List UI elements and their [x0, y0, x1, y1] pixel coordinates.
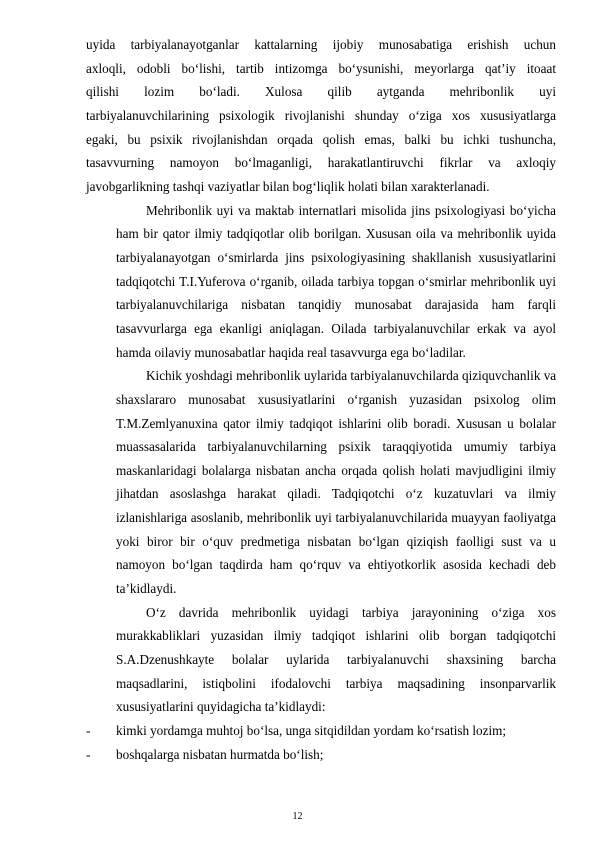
text-line: S.A.Dzenushkayte bolalar uylarida tarbiyalanuvchi shaxsining barcha	[116, 652, 556, 668]
text-line: axloqli, odobli bo‘lishi, tartib intizomga bo‘ysunishi, meyorlarga qat’iy itoaat	[86, 60, 556, 76]
text-line: maskanlaridagi bolalarga nisbatan ancha orqada qolish holati mavjudligini ilmiy	[116, 462, 556, 478]
page-number: 12	[292, 811, 303, 822]
document-page	[86, 33, 556, 766]
list-item-text: boshqalarga nisbatan hurmatda bo‘lish;	[116, 746, 324, 762]
text-line: Mehribonlik uyi va maktab internatlari misolida jins psixologiyasi bo‘yicha	[146, 202, 556, 218]
text-line: tarbiyalanayotgan o‘smirlarda jins psixologiyasining shakllanish xususiyatlarini	[116, 249, 556, 265]
paragraph-3	[86, 364, 556, 601]
text-line: T.M.Zemlyanuxina qator ilmiy tadqiqot ishlarini olib boradi. Xususan u bolalar	[116, 415, 556, 431]
text-line: shaxslararo munosabat xususiyatlarini o‘rganish yuzasidan psixolog olim	[116, 391, 556, 407]
text-line: tasavvurning namoyon bo‘lmaganligi, harakatlantiruvchi fikrlar va axloqiy	[86, 155, 556, 171]
bullet-list	[86, 719, 556, 766]
text-line: qilishi lozim bo‘ladi. Xulosa qilib aytganda mehribonlik uyi	[86, 84, 556, 100]
text-line: ta’kidlaydi.	[116, 581, 177, 597]
text-line: namoyon bo‘lgan taqdirda ham qo‘rquv va ehtiyotkorlik asosida kechadi deb	[116, 557, 556, 573]
text-line: tasavvurlarga ega ekanligi aniqlagan. Oilada tarbiyalanuvchilar erkak va ayol	[116, 320, 556, 336]
text-line: tarbiyalanuvchilariga nisbatan tanqidiy munosabat darajasida ham farqli	[116, 297, 556, 313]
text-line: yoki biror bir o‘quv predmetiga nisbatan bo‘lgan qiziqish faolligi sust va u	[116, 533, 556, 549]
list-item	[86, 743, 556, 767]
text-line: tarbiyalanuvchilarining psixologik rivojlanishi shunday o‘ziga xos xususiyatlarga	[86, 107, 556, 123]
text-line: javobgarlikning tashqi vaziyatlar bilan bog‘liqlik holati bilan xarakterlanadi.	[86, 178, 490, 194]
dash-marker: -	[86, 723, 91, 739]
text-line: tadqiqotchi T.I.Yuferova o‘rganib, oilada tarbiya topgan o‘smirlar mehribonlik uyi	[116, 273, 556, 289]
text-line: egaki, bu psixik rivojlanishdan orqada qolish emas, balki bu ichki tushuncha,	[86, 131, 556, 147]
paragraph-4	[86, 601, 556, 719]
text-line: maqsadlarini, istiqbolini ifodalovchi tarbiya maqsadining insonparvarlik	[116, 675, 556, 691]
text-line: izlanishlariga asoslanib, mehribonlik uyi tarbiyalanuvchilarida muayyan faoliyatga	[116, 510, 556, 526]
text-line: uyida tarbiyalanayotganlar kattalarning ijobiy munosabatiga erishish uchun	[86, 37, 556, 52]
dash-marker: -	[86, 746, 91, 762]
text-line: muassasalarida tarbiyalanuvchilarning psixik taraqqiyotida umumiy tarbiya	[116, 439, 556, 455]
list-item	[86, 719, 556, 743]
text-line: Kichik yoshdagi mehribonlik uylarida tarbiyalanuvchilarda qiziquvchanlik va	[146, 368, 557, 384]
text-line: O‘z davrida mehribonlik uyidagi tarbiya jarayonining o‘ziga xos	[146, 604, 556, 620]
list-item-text: kimki yordamga muhtoj bo‘lsa, unga sitqidildan yordam ko‘rsatish lozim;	[116, 723, 507, 739]
text-line: jihatdan asoslashga harakat qiladi. Tadqiqotchi o‘z kuzatuvlari va ilmiy	[116, 486, 556, 502]
text-line: xususiyatlarini quyidagicha ta’kidlaydi:	[116, 699, 326, 715]
text-line: ham bir qator ilmiy tadqiqotlar olib borilgan. Xususan oila va mehribonlik uyida	[116, 226, 556, 242]
paragraph-2	[86, 199, 556, 365]
paragraph-1	[86, 33, 556, 199]
text-line: murakkabliklari yuzasidan ilmiy tadqiqot ishlarini olib borgan tadqiqotchi	[116, 628, 556, 644]
text-line: hamda oilaviy munosabatlar haqida real tasavvurga ega bo‘ladilar.	[116, 344, 466, 360]
